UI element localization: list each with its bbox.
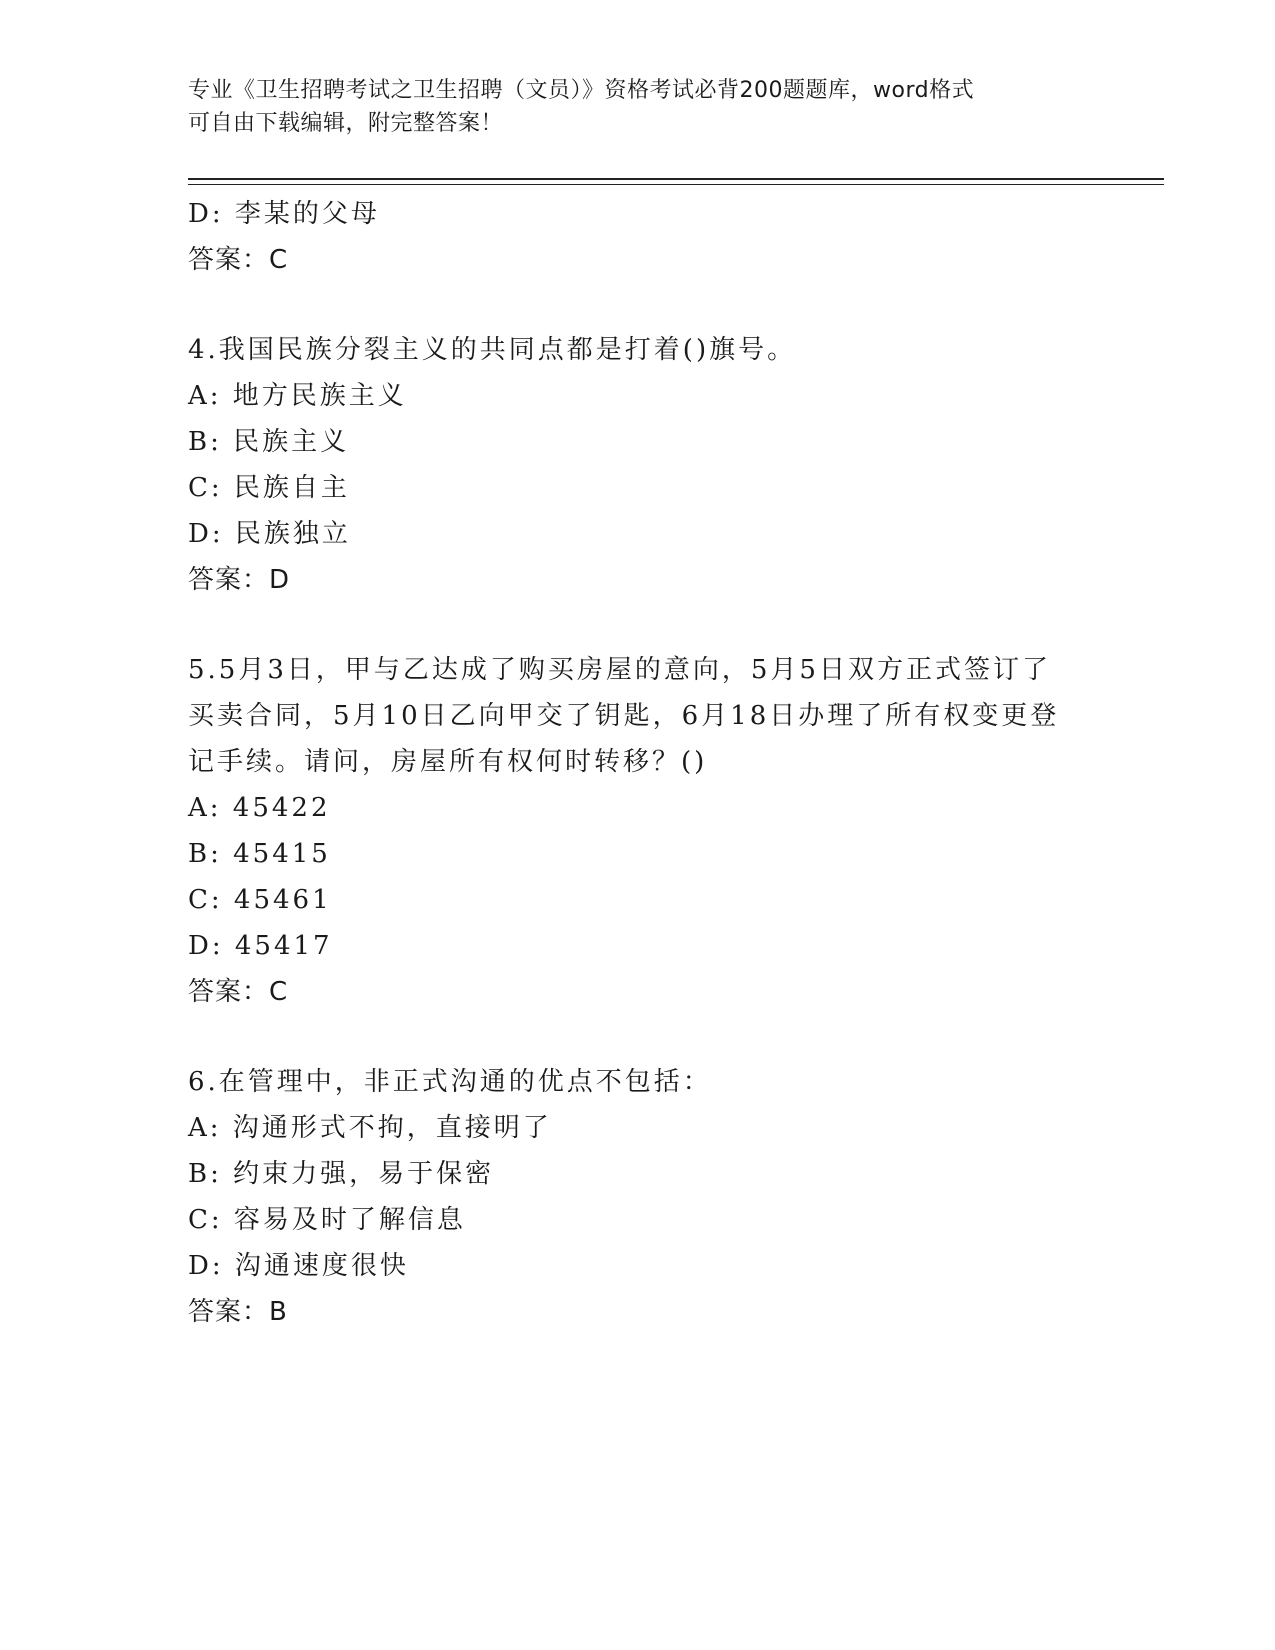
question-3-tail: [188, 191, 1088, 283]
option-d: D: 民族独立: [188, 519, 351, 549]
answer-line: 答案：D: [188, 565, 291, 595]
question-stem: 6.在管理中，非正式沟通的优点不包括：: [188, 1067, 712, 1097]
option-c: C: 民族自主: [188, 473, 350, 503]
option-b: B: 民族主义: [188, 427, 350, 457]
option-c: C: 容易及时了解信息: [188, 1205, 466, 1235]
option-a: A: 沟通形式不拘，直接明了: [188, 1113, 552, 1143]
question-list: [188, 191, 1088, 1335]
option-c: C: 45461: [188, 885, 332, 915]
option-b: B: 约束力强，易于保密: [188, 1159, 495, 1189]
header-divider-thin: [188, 184, 1164, 185]
question-stem: 4.我国民族分裂主义的共同点都是打着()旗号。: [188, 335, 797, 365]
question-6: [188, 1059, 1088, 1335]
header-line-1: 专业《卫生招聘考试之卫生招聘（文员）》资格考试必背200题题库，word格式: [188, 78, 975, 103]
header-line-2: 可自由下载编辑，附完整答案！: [188, 111, 504, 136]
option-b: B: 45415: [188, 839, 331, 869]
document-header: [188, 74, 1088, 140]
question-stem-line-2: 买卖合同，5月10日乙向甲交了钥匙，6月18日办理了所有权变更登: [188, 701, 1060, 731]
option-d: D: 李某的父母: [188, 199, 380, 229]
option-d: D: 45417: [188, 931, 333, 961]
option-a: A: 地方民族主义: [188, 381, 407, 411]
answer-line: 答案：B: [188, 1297, 288, 1327]
answer-line: 答案：C: [188, 977, 289, 1007]
question-stem-line-3: 记手续。请问，房屋所有权何时转移？(): [188, 747, 708, 777]
question-5: [188, 647, 1088, 1015]
option-a: A: 45422: [188, 793, 331, 823]
question-stem-line-1: 5.5月3日，甲与乙达成了购买房屋的意向，5月5日双方正式签订了: [188, 655, 1051, 685]
header-divider-thick: [188, 178, 1164, 180]
answer-line: 答案：C: [188, 245, 289, 275]
question-4: [188, 327, 1088, 603]
option-d: D: 沟通速度很快: [188, 1251, 409, 1281]
